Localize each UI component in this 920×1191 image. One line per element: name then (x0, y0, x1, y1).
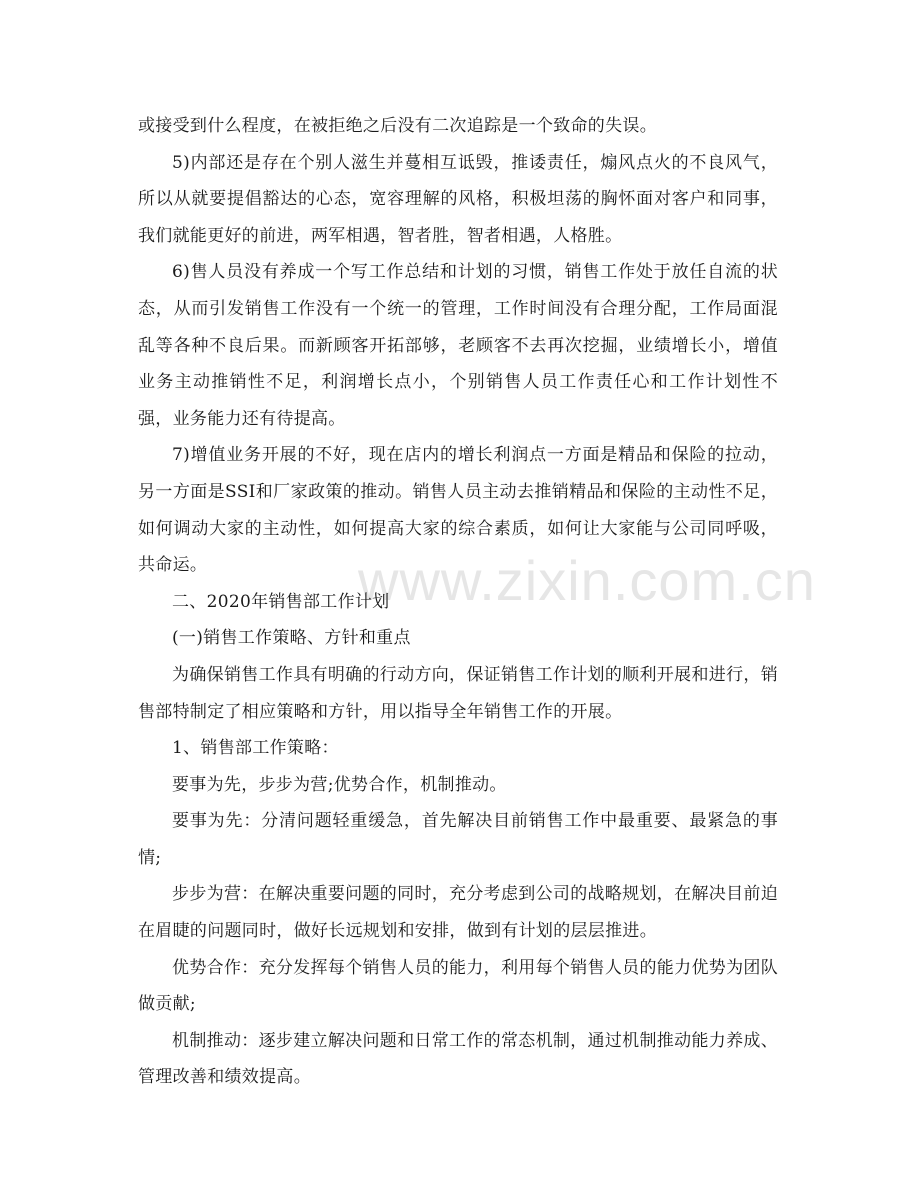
paragraph-item-7: 7)增值业务开展的不好，现在店内的增长利润点一方面是精品和保险的拉动，另一方面是SSI和厂家政策的推动。销售人员主动去推销精品和保险的主动性不足，如何调动大家的主动性，如何提高大家的综合素质，如何让大家能与公司同呼吸，共命运。 (138, 445, 778, 576)
strategy-step-by-step: 步步为营：在解决重要问题的同时，充分考虑到公司的战略规划，在解决目前迫在眉睫的问题同时，做好长远规划和安排，做到有计划的层层推进。 (138, 884, 778, 942)
document-body (138, 108, 778, 1096)
watermark: www.zixin.com.cn (358, 549, 816, 612)
strategy-priority: 要事为先：分清问题轻重缓急，首先解决目前销售工作中最重要、最紧急的事情; (138, 811, 778, 868)
paragraph-intro: 为确保销售工作具有明确的行动方向，保证销售工作计划的顺利开展和进行，销售部特制定了相应策略和方针，用以指导全年销售工作的开展。 (138, 664, 778, 722)
strategy-heading: 1、销售部工作策略： (172, 738, 339, 759)
section-heading: 二、2020年销售部工作计划 (172, 591, 390, 612)
strategy-summary: 要事为先，步步为营;优势合作，机制推动。 (172, 774, 507, 795)
paragraph-item-6: 6)售人员没有养成一个写工作总结和计划的习惯，销售工作处于放任自流的状态，从而引发销售工作没有一个统一的管理，工作时间没有合理分配，工作局面混乱等各种不良后果。而新顾客开拓部够，老顾客不去再次挖掘，业绩增长小，增值业务主动推销性不足，利润增长点小，个别销售人员工作责任心和工作计划性不强，业务能力还有待提高。 (138, 262, 778, 429)
subsection-heading: (一)销售工作策略、方针和重点 (172, 628, 411, 649)
strategy-mechanism: 机制推动：逐步建立解决问题和日常工作的常态机制，通过机制推动能力养成、管理改善和绩效提高。 (138, 1030, 778, 1088)
paragraph-item-5: 5)内部还是存在个别人滋生并蔓相互诋毁，推诿责任，煽风点火的不良风气，所以从就要提倡豁达的心态，宽容理解的风格，积极坦荡的胸怀面对客户和同事，我们就能更好的前进，两军相遇，智者胜，智者相遇，人格胜。 (138, 152, 778, 246)
strategy-cooperation: 优势合作：充分发挥每个销售人员的能力，利用每个销售人员的能力优势为团队做贡献; (138, 957, 778, 1015)
paragraph-continuation: 或接受到什么程度，在被拒绝之后没有二次追踪是一个致命的失误。 (138, 116, 657, 136)
